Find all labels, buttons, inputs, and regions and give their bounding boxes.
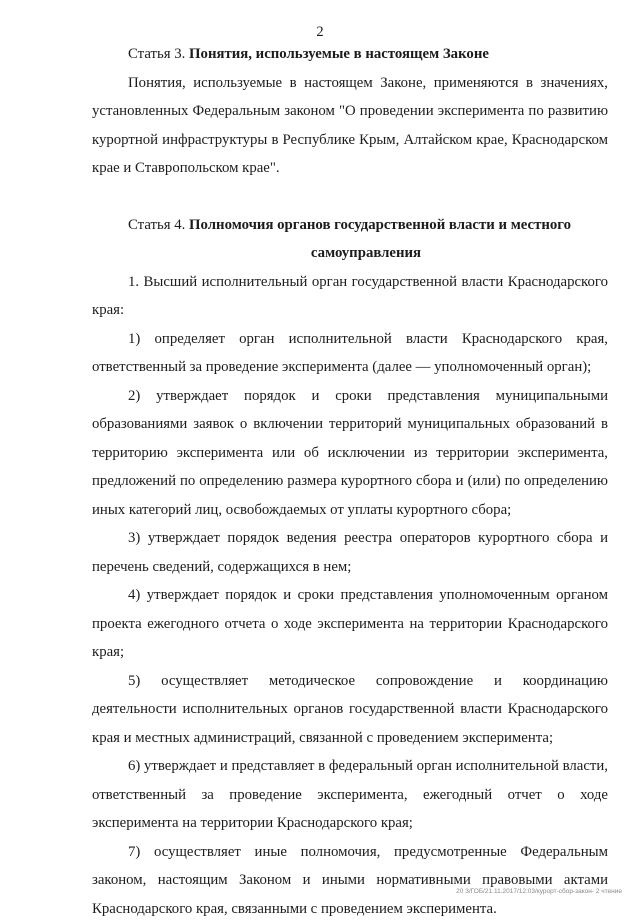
footer-file-note: 20 3/ГОБ/21.11.2017/12:03/курорт-сбор-закон- 2 чтение bbox=[456, 888, 622, 895]
article-4-item-6: 6) утверждает и представляет в федеральный орган исполнительной власти, ответственный за проведение эксперимента, ежегодный отчет о ходе эксперимента на территории Краснодарского края; bbox=[92, 752, 608, 838]
article-4-item-1: 1) определяет орган исполнительной власти Краснодарского края, ответственный за проведение эксперимента (далее — уполномоченный орган); bbox=[92, 325, 608, 382]
article-4-item-2: 2) утверждает порядок и сроки представления муниципальными образованиями заявок о включении территорий муниципальных образований в территорию эксперимента или об исключении из территории эксперимента, предложений по определению размера курортного сбора и (или) по определению иных категорий лиц, освобождаемых от уплаты курортного сбора; bbox=[92, 382, 608, 525]
article-4-title-line1: Полномочия органов государственной власти и местного bbox=[189, 217, 571, 233]
document-body bbox=[92, 40, 608, 923]
article-3-label: Статья 3. bbox=[128, 46, 185, 62]
article-4-paragraph: 1. Высший исполнительный орган государственной власти Краснодарского края: bbox=[92, 268, 608, 325]
article-3-heading bbox=[92, 40, 608, 69]
article-4-label: Статья 4. bbox=[128, 217, 185, 233]
article-4-item-5: 5) осуществляет методическое сопровождение и координацию деятельности исполнительных органов государственной власти Краснодарского края и местных администраций, связанной с проведением эксперимента; bbox=[92, 667, 608, 753]
article-4-heading bbox=[92, 211, 608, 240]
article-3-title: Понятия, используемые в настоящем Законе bbox=[189, 46, 489, 62]
article-3-text: Понятия, используемые в настоящем Законе, применяются в значениях, установленных Федеральным законом "О проведении эксперимента по развитию курортной инфраструктуры в Республике Крым, Алтайском крае, Краснодарском крае и Ставропольском крае". bbox=[92, 69, 608, 183]
article-4-item-4: 4) утверждает порядок и сроки представления уполномоченным органом проекта ежегодного отчета о ходе эксперимента на территории Краснодарского края; bbox=[92, 581, 608, 667]
article-4-item-7: 7) осуществляет иные полномочия, предусмотренные Федеральным законом, настоящим Законом и иными нормативными правовыми актами Краснодарского края, связанными с проведением эксперимента. bbox=[92, 838, 608, 923]
page-number: 2 bbox=[0, 24, 640, 41]
article-4-item-3: 3) утверждает порядок ведения реестра операторов курортного сбора и перечень сведений, содержащихся в нем; bbox=[92, 524, 608, 581]
article-4-title-line2: самоуправления bbox=[92, 239, 608, 268]
